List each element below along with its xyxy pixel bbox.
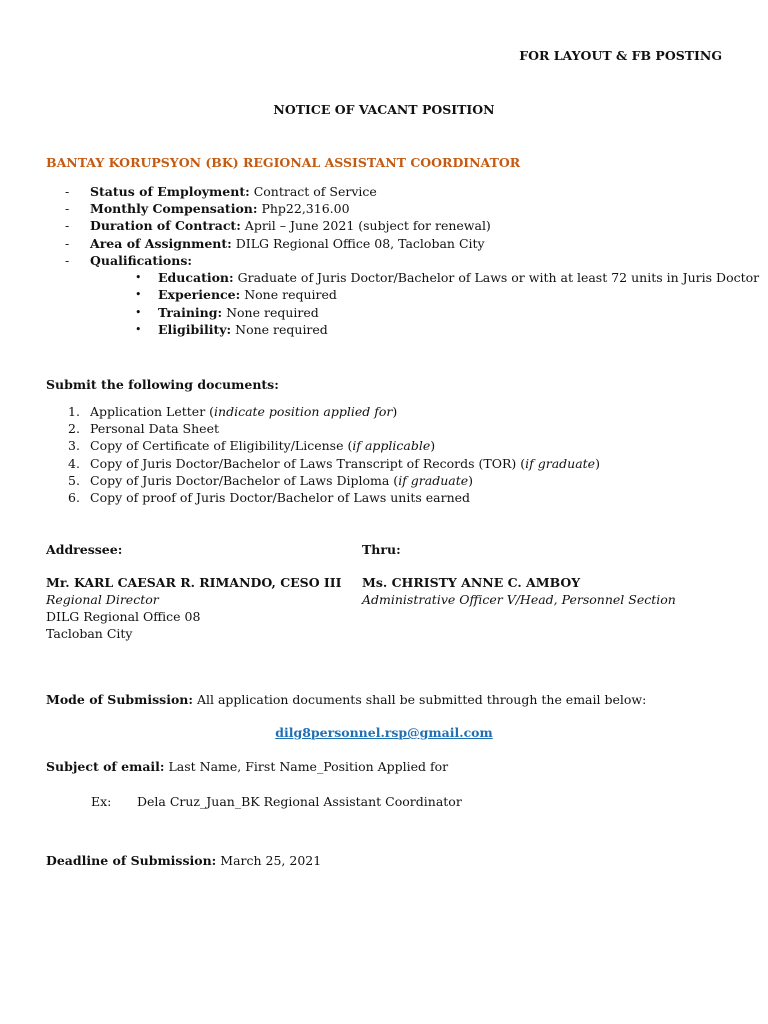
document-note: if graduate — [398, 472, 469, 488]
detail-value: April – June 2021 (subject for renewal) — [240, 218, 491, 234]
qualification-value: None required — [240, 287, 337, 303]
addressee-role: Regional Director — [46, 592, 159, 607]
document-item — [68, 489, 600, 506]
mode-label: Mode of Submission: — [46, 692, 193, 707]
qualification-label: Education: — [158, 270, 234, 285]
qualifications-list — [135, 269, 759, 339]
qualification-label: Training: — [158, 304, 223, 320]
detail-duration — [65, 217, 491, 234]
dash-marker: - — [65, 252, 70, 268]
document-text: Copy of Juris Doctor/Bachelor of Laws Transcript of Records (TOR) ( — [90, 455, 526, 471]
addressee-office: DILG Regional Office 08 — [46, 609, 201, 624]
document-note: indicate position applied for — [214, 404, 393, 419]
mode-text: All application documents shall be submitted through the email below: — [192, 692, 647, 707]
detail-label: Area of Assignment: — [90, 235, 232, 251]
qualification-training — [135, 304, 759, 321]
dash-marker: - — [65, 218, 70, 234]
qualification-value: Graduate of Juris Doctor/Bachelor of Laws or with at least 72 units in Juris Doctor — [233, 270, 760, 285]
detail-compensation — [65, 200, 491, 217]
bullet-marker: • — [135, 305, 142, 319]
document-note: if graduate — [525, 455, 596, 471]
document-item — [68, 455, 600, 472]
documents-list — [68, 403, 600, 506]
document-text: Copy of proof of Juris Doctor/Bachelor of Laws units earned — [90, 489, 471, 505]
dash-marker: - — [65, 235, 70, 251]
documents-heading: Submit the following documents: — [46, 377, 279, 392]
item-number: 2. — [68, 421, 80, 437]
layout-note: FOR LAYOUT & FB POSTING — [519, 48, 722, 63]
employment-details-list — [65, 183, 491, 269]
dash-marker: - — [65, 184, 70, 199]
detail-value: DILG Regional Office 08, Tacloban City — [231, 235, 485, 251]
addressee-label: Addressee: — [46, 542, 123, 557]
subject-text: Last Name, First Name_Position Applied for — [164, 759, 449, 774]
page-title: NOTICE OF VACANT POSITION — [273, 102, 495, 117]
subject-label: Subject of email: — [46, 759, 165, 774]
qualification-label: Experience: — [158, 287, 241, 303]
detail-value: Contract of Service — [249, 184, 377, 199]
document-item — [68, 472, 600, 489]
example-text: Dela Cruz_Juan_BK Regional Assistant Coordinator — [137, 794, 462, 809]
qualification-education — [135, 269, 759, 286]
submission-email-link[interactable]: dilg8personnel.rsp@gmail.com — [275, 725, 493, 740]
qualification-eligibility — [135, 321, 759, 338]
item-number: 3. — [68, 438, 80, 454]
dash-marker: - — [65, 201, 70, 217]
document-text: Personal Data Sheet — [90, 421, 219, 437]
thru-label: Thru: — [362, 542, 401, 557]
item-number: 1. — [68, 404, 80, 419]
bullet-marker: • — [135, 271, 142, 284]
document-item — [68, 420, 600, 437]
detail-value: Php22,316.00 — [257, 201, 350, 217]
deadline — [46, 852, 321, 869]
position-title: BANTAY KORUPSYON (BK) REGIONAL ASSISTANT COORDINATOR — [46, 155, 521, 170]
item-number: 6. — [68, 489, 80, 505]
bullet-marker: • — [135, 323, 142, 337]
detail-qualifications — [65, 252, 491, 269]
document-text: Application Letter ( — [90, 404, 215, 419]
qualification-label: Eligibility: — [158, 322, 232, 338]
qualification-experience — [135, 286, 759, 303]
addressee-name: Mr. KARL CAESAR R. RIMANDO, CESO III — [46, 575, 342, 590]
detail-label: Duration of Contract: — [90, 218, 241, 234]
example-label: Ex: — [91, 794, 112, 809]
detail-label: Qualifications: — [90, 252, 192, 268]
email-subject — [46, 758, 448, 775]
document-item — [68, 403, 600, 420]
deadline-label: Deadline of Submission: — [46, 853, 217, 868]
document-text: Copy of Juris Doctor/Bachelor of Laws Diploma ( — [90, 472, 399, 488]
document-item — [68, 437, 600, 454]
document-note: if applicable — [352, 438, 431, 454]
detail-assignment — [65, 235, 491, 252]
qualification-value: None required — [231, 322, 328, 338]
document-tail: ) — [595, 455, 600, 471]
detail-label: Status of Employment: — [90, 184, 250, 199]
item-number: 4. — [68, 455, 80, 471]
item-number: 5. — [68, 472, 80, 488]
qualification-value: None required — [222, 304, 319, 320]
document-tail: ) — [392, 404, 398, 419]
document-text: Copy of Certificate of Eligibility/License ( — [90, 438, 353, 454]
thru-role: Administrative Officer V/Head, Personnel Section — [362, 592, 676, 607]
document-tail: ) — [468, 472, 474, 488]
thru-name: Ms. CHRISTY ANNE C. AMBOY — [362, 575, 581, 590]
addressee-city: Tacloban City — [46, 626, 133, 641]
detail-label: Monthly Compensation: — [90, 201, 258, 217]
detail-status — [65, 183, 491, 200]
mode-of-submission — [46, 691, 646, 708]
bullet-marker: • — [135, 288, 142, 302]
deadline-text: March 25, 2021 — [216, 853, 322, 868]
document-tail: ) — [430, 438, 436, 454]
